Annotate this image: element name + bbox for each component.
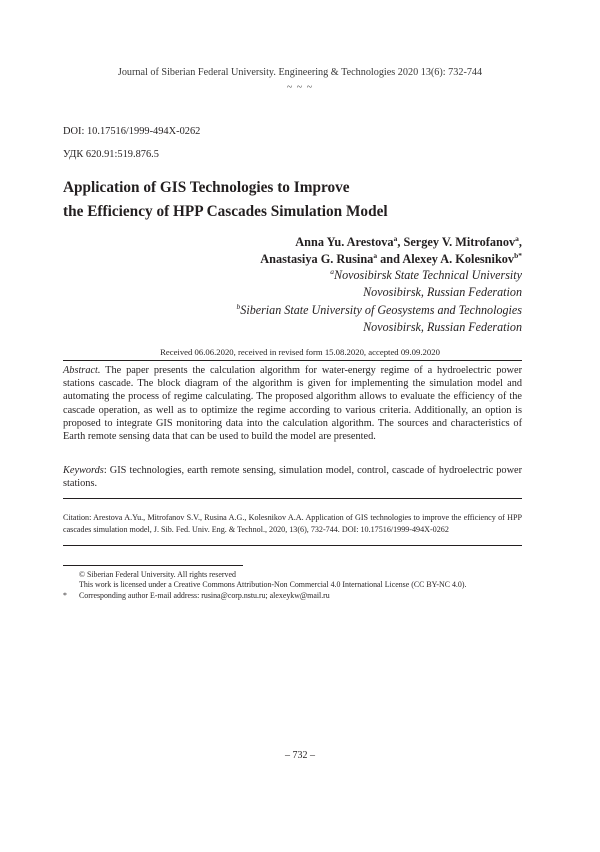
abstract-text: The paper presents the calculation algorithm for water-energy regime of a hydroelectric power stations cascade. The block diagram of the algorithm is given for implementing the simulation model and automating the process of regime calculating. The proposed algorithm allows to evaluate the efficiency of the cascade operation, as well as to optimize the regime according to various criteria. Additionally, an option is proposed to integrate GIS monitoring data into the calculation algorithm. The sources and characteristics of Earth remote sensing data that can be used to build the model are presented. — [63, 365, 522, 443]
author-name: Anastasiya G. Rusina — [260, 252, 374, 266]
abstract-label: Abstract. — [63, 365, 101, 376]
author-name: Anna Yu. Arestova — [295, 235, 394, 249]
affiliation-mark: b* — [514, 250, 522, 260]
copyright-note: © Siberian Federal University. All rights reserved — [79, 570, 236, 579]
author-line-1 — [260, 234, 522, 251]
received-dates: Received 06.06.2020, received in revised form 15.08.2020, accepted 09.09.2020 — [160, 347, 440, 357]
divider — [63, 498, 522, 499]
author-name: Sergey V. Mitrofanov — [403, 235, 516, 249]
separator: and — [377, 252, 403, 266]
udk-code: УДК 620.91:519.876.5 — [63, 149, 159, 160]
affiliation-mark: a — [373, 250, 378, 260]
footnotes — [63, 570, 533, 601]
author-line-2 — [260, 251, 522, 268]
divider — [63, 360, 522, 361]
affiliation-a — [237, 267, 522, 284]
abstract — [63, 364, 522, 443]
journal-header: Journal of Siberian Federal University. Engineering & Technologies 2020 13(6): 732-744 — [117, 67, 483, 78]
citation: Citation: Arestova A.Yu., Mitrofanov S.V., Rusina A.G., Kolesnikov A.A. Application of GIS technologies to improve the efficiency of HPP cascades simulation model, J. Sib. Fed. Univ. Eng. & Technol., 2020, 13(6), 732-744. DOI: 10.17516/1999-494X-0262 — [63, 513, 522, 535]
title-line-2: the Efficiency of HPP Cascades Simulation Model — [63, 203, 388, 220]
doi: DOI: 10.17516/1999-494X-0262 — [63, 126, 201, 137]
title-line-1: Application of GIS Technologies to Improve — [63, 179, 350, 196]
license-note: This work is licensed under a Creative Commons Attribution-Non Commercial 4.0 International License (CC BY-NC 4.0). — [79, 580, 467, 590]
affiliation-mark: a — [393, 233, 398, 243]
separator: , — [518, 235, 522, 249]
affiliation-b-city: Novosibirsk, Russian Federation — [363, 319, 522, 334]
affiliation-a-city: Novosibirsk, Russian Federation — [363, 285, 522, 300]
affiliation-mark: b — [236, 301, 241, 311]
corresponding-author-note — [63, 591, 533, 601]
article-title — [63, 176, 388, 224]
affiliation-name: Siberian State University of Geosystems and Technologies — [240, 302, 522, 317]
author-name: Alexey A. Kolesnikov — [402, 252, 515, 266]
footnote-rule — [63, 565, 243, 566]
keywords — [63, 464, 522, 490]
affiliation-mark: a — [330, 266, 334, 276]
page-number: – 732 – — [285, 750, 315, 761]
header-ornament: ~ ~ ~ — [286, 82, 314, 93]
keywords-label: Keywords — [63, 465, 104, 476]
asterisk: * — [63, 590, 67, 600]
affiliations — [237, 267, 522, 336]
affiliation-b — [237, 302, 522, 319]
separator: , — [397, 235, 401, 249]
author-list — [260, 234, 522, 268]
divider — [63, 545, 522, 546]
affiliation-name: Novosibirsk State Technical University — [334, 268, 522, 282]
corresponding-text: Corresponding author E-mail address: rusina@corp.nstu.ru; alexeykw@mail.ru — [79, 590, 330, 600]
keywords-text: : GIS technologies, earth remote sensing, simulation model, control, cascade of hydroelectric power stations. — [63, 465, 522, 490]
affiliation-mark: a — [515, 233, 519, 243]
